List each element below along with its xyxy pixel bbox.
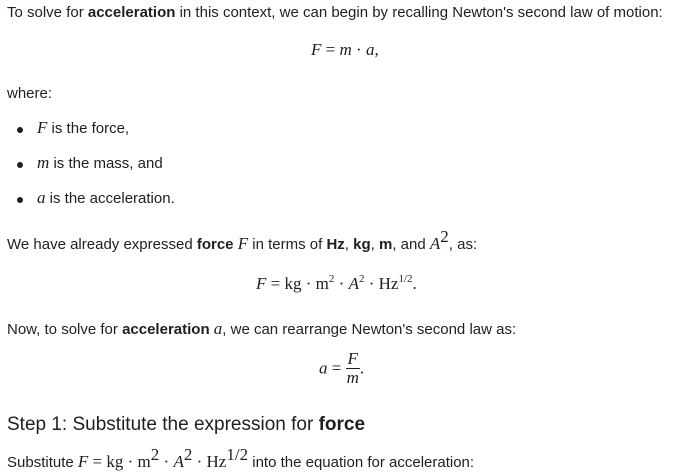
equation-newton-second-law: F = m · a, [311, 40, 379, 59]
list-item: F is the force, [37, 118, 130, 137]
equation-force-expression: F = kg · $m^2 \cdot A^2 \cdot Hz^{1/2}$. [256, 273, 417, 293]
bullet-dot [17, 162, 23, 168]
force-expressed-paragraph: We have already expressed force F in terms of Hz, kg, m, and $A^2$, as: [7, 227, 478, 253]
bullet-dot [17, 197, 23, 203]
rearrange-paragraph: Now, to solve for acceleration a, we can rearrange Newton's second law as: [7, 319, 517, 338]
list-item: m is the mass, and [37, 153, 163, 172]
force-bold: force [196, 236, 234, 253]
acceleration-bold: acceleration [122, 321, 210, 338]
bullet-dot [17, 127, 23, 133]
fraction-f-over-m: $\frac{F}{m}$ [346, 349, 359, 387]
step1-heading: Step 1: Substitute the expression for force [7, 414, 366, 435]
equation-acceleration: a = $\frac{F}{m}$ . [319, 349, 365, 387]
list-item: a is the acceleration. [37, 188, 175, 207]
intro-paragraph: To solve for acceleration in this context, we can begin by recalling Newton's second law of motion: [7, 4, 663, 21]
substitute-paragraph: Substitute F = kg · $m^2 \cdot A^2 \cdot Hz^{1/2}$ into the equation for acceleration: [7, 445, 475, 471]
intro-bold-acceleration: acceleration [87, 4, 176, 21]
where-label: where: [7, 85, 53, 102]
